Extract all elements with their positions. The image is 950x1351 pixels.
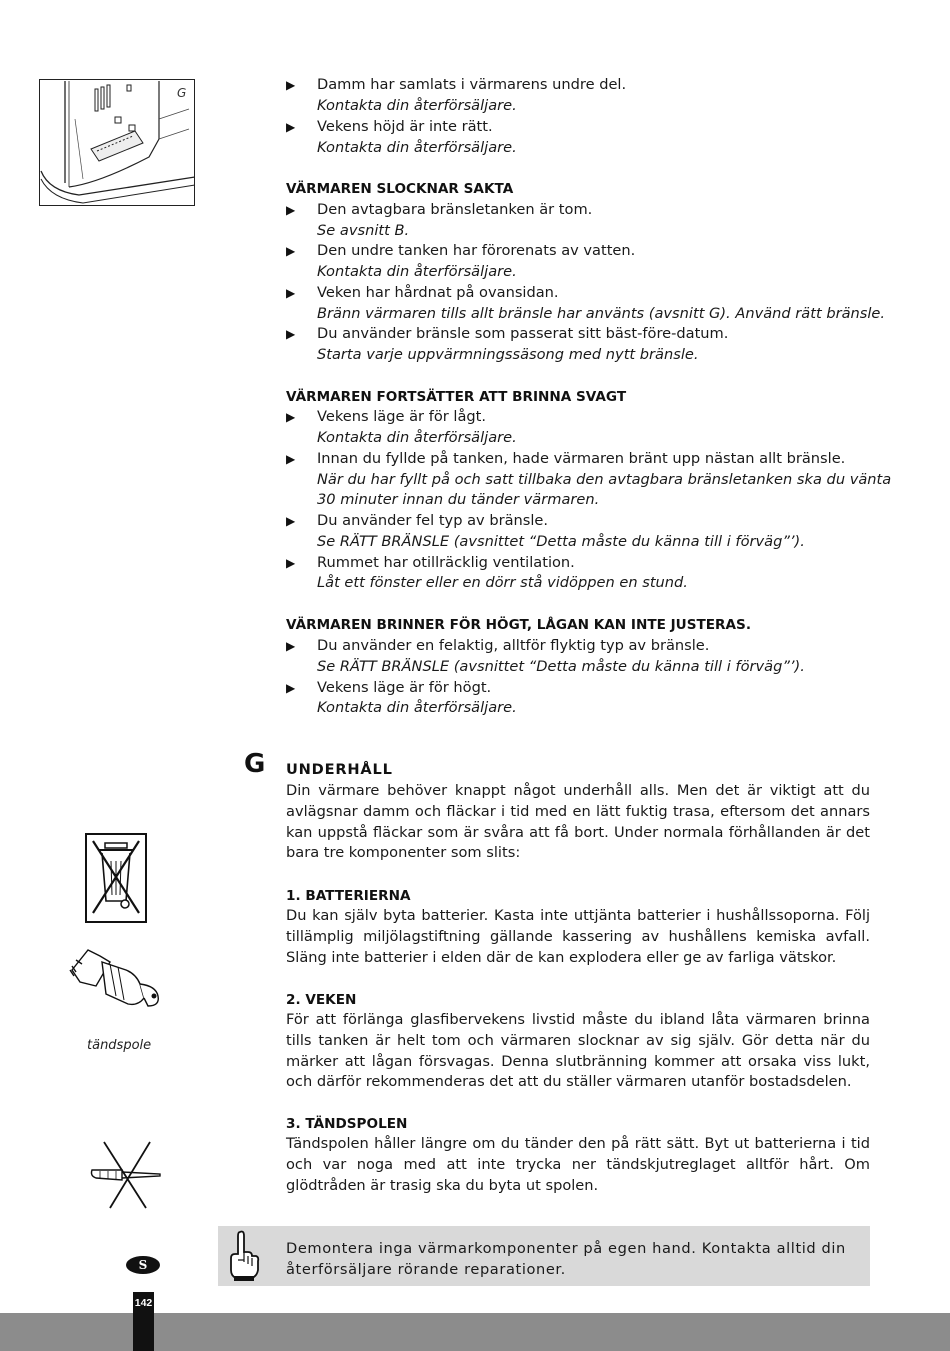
warning-note [218, 1226, 870, 1286]
subsection-text: För att förlänga glasfibervekens livstid måste du ibland låta värmaren brinna tills tanken är helt tom och värmaren slocknar av sig själv. Gör detta när du märker att lågan försvagas. Denna slutbränning kommer att orsaka viss lukt, och därför rekommenderas det att du ställer värmaren utanför bostadsdelen. [286, 1011, 870, 1091]
subsection-text: Tändspolen håller längre om du tänder den på rätt sätt. Byt ut batterierna i tid och var noga med att inte trycka ner tändskjutreglaget alltför hårt. Om glödtråden är trasig ska du byta ut spolen. [286, 1135, 870, 1194]
cause-text: Vekens höjd är inte rätt. [317, 118, 493, 135]
section-title: UNDERHÅLL [286, 761, 393, 778]
spark-plug-illustration [66, 940, 166, 1015]
section-heading: VÄRMAREN SLOCKNAR SAKTA [286, 181, 514, 197]
bullet-icon: ▶ [286, 681, 296, 695]
remedy-text: Kontakta din återförsäljare. [317, 699, 517, 716]
cause-text: Rummet har otillräcklig ventilation. [317, 554, 575, 571]
bullet-icon: ▶ [286, 203, 296, 217]
cause-text: Du använder en felaktig, alltför flyktig typ av bränsle. [317, 637, 710, 654]
bullet-icon: ▶ [286, 120, 296, 134]
subsection-heading: 1. BATTERIERNA [286, 888, 411, 904]
remedy-text: Starta varje uppvärmningssäsong med nytt bränsle. [317, 346, 699, 363]
bullet-icon: ▶ [286, 78, 296, 92]
pointing-hand-icon [226, 1230, 260, 1282]
cause-text: Vekens läge är för lågt. [317, 408, 487, 425]
bullet-icon: ▶ [286, 244, 296, 258]
cause-text: Den avtagbara bränsletanken är tom. [317, 201, 593, 218]
subsection-text: Du kan själv byta batterier. Kasta inte uttjänta batterier i hushållssoporna. Följ tillämplig miljölagstiftning gällande kassering av hushållens kemiska avfall. Släng inte batterier i elden där de kan explodera eller ge av farliga vätskor. [286, 907, 870, 966]
bullet-icon: ▶ [286, 556, 296, 570]
section-heading: VÄRMAREN FORTSÄTTER ATT BRINNA SVAGT [286, 389, 627, 405]
bullet-icon: ▶ [286, 452, 296, 466]
heater-figure-label: G [177, 86, 187, 100]
subsection-heading: 3. TÄNDSPOLEN [286, 1116, 408, 1132]
remedy-text: Kontakta din återförsäljare. [317, 429, 517, 446]
cause-text: Innan du fyllde på tanken, hade värmaren bränt upp nästan allt bränsle. [317, 450, 846, 467]
remedy-text: Kontakta din återförsäljare. [317, 263, 517, 280]
remedy-text: Se RÄTT BRÄNSLE (avsnittet “Detta måste du känna till i förväg”’). [317, 658, 805, 675]
crossed-bin-icon [85, 833, 147, 923]
bullet-icon: ▶ [286, 327, 296, 341]
remedy-text: Se avsnitt B. [317, 222, 410, 239]
section-heading: VÄRMAREN BRINNER FÖR HÖGT, LÅGAN KAN INTE JUSTERAS. [286, 617, 751, 633]
remedy-text: Se RÄTT BRÄNSLE (avsnittet “Detta måste du känna till i förväg”’). [317, 533, 805, 550]
cause-text: Damm har samlats i värmarens undre del. [317, 76, 627, 93]
cause-text: Du använder bränsle som passerat sitt bäst-före-datum. [317, 325, 729, 342]
cause-text: Vekens läge är för högt. [317, 679, 492, 696]
spark-plug-caption: tändspole [87, 1038, 152, 1053]
remedy-text: Bränn värmaren tills allt bränsle har använts (avsnitt G). Använd rätt bränsle. [317, 305, 886, 322]
bullet-icon: ▶ [286, 514, 296, 528]
cause-text: Veken har hårdnat på ovansidan. [317, 284, 559, 301]
no-screwdriver-icon [88, 1140, 164, 1210]
cause-text: Du använder fel typ av bränsle. [317, 512, 549, 529]
heater-bottom-illustration [39, 79, 195, 206]
remedy-text: Kontakta din återförsäljare. [317, 139, 517, 156]
bullet-icon: ▶ [286, 639, 296, 653]
bullet-icon: ▶ [286, 286, 296, 300]
cause-text: Den undre tanken har förorenats av vatten. [317, 242, 636, 259]
remedy-text: 30 minuter innan du tänder värmaren. [317, 491, 600, 508]
remedy-text: Låt ett fönster eller en dörr stå vidöppen en stund. [317, 574, 688, 591]
warning-note-text: Demontera inga värmarkomponenter på egen hand. Kontakta alltid din återförsäljare rörande reparationer. [286, 1240, 846, 1278]
maintenance-intro: Din värmare behöver knappt något underhåll alls. Men det är viktigt att du avlägsnar damm och fläckar i tid med en lätt fuktig trasa, eftersom det annars kan uppstå fläckar som är svåra att få bort. Under normala förhållanden är det bara tre komponenter som slits: [286, 782, 870, 862]
page-number-tab [133, 1292, 154, 1351]
bullet-icon: ▶ [286, 410, 296, 424]
language-badge: S [126, 1256, 160, 1274]
remedy-text: Kontakta din återförsäljare. [317, 97, 517, 114]
section-letter: G [244, 749, 266, 779]
subsection-heading: 2. VEKEN [286, 992, 357, 1008]
page-number: 142 [134, 1297, 153, 1309]
remedy-text: När du har fyllt på och satt tillbaka den avtagbara bränsletanken ska du vänta [317, 471, 892, 488]
